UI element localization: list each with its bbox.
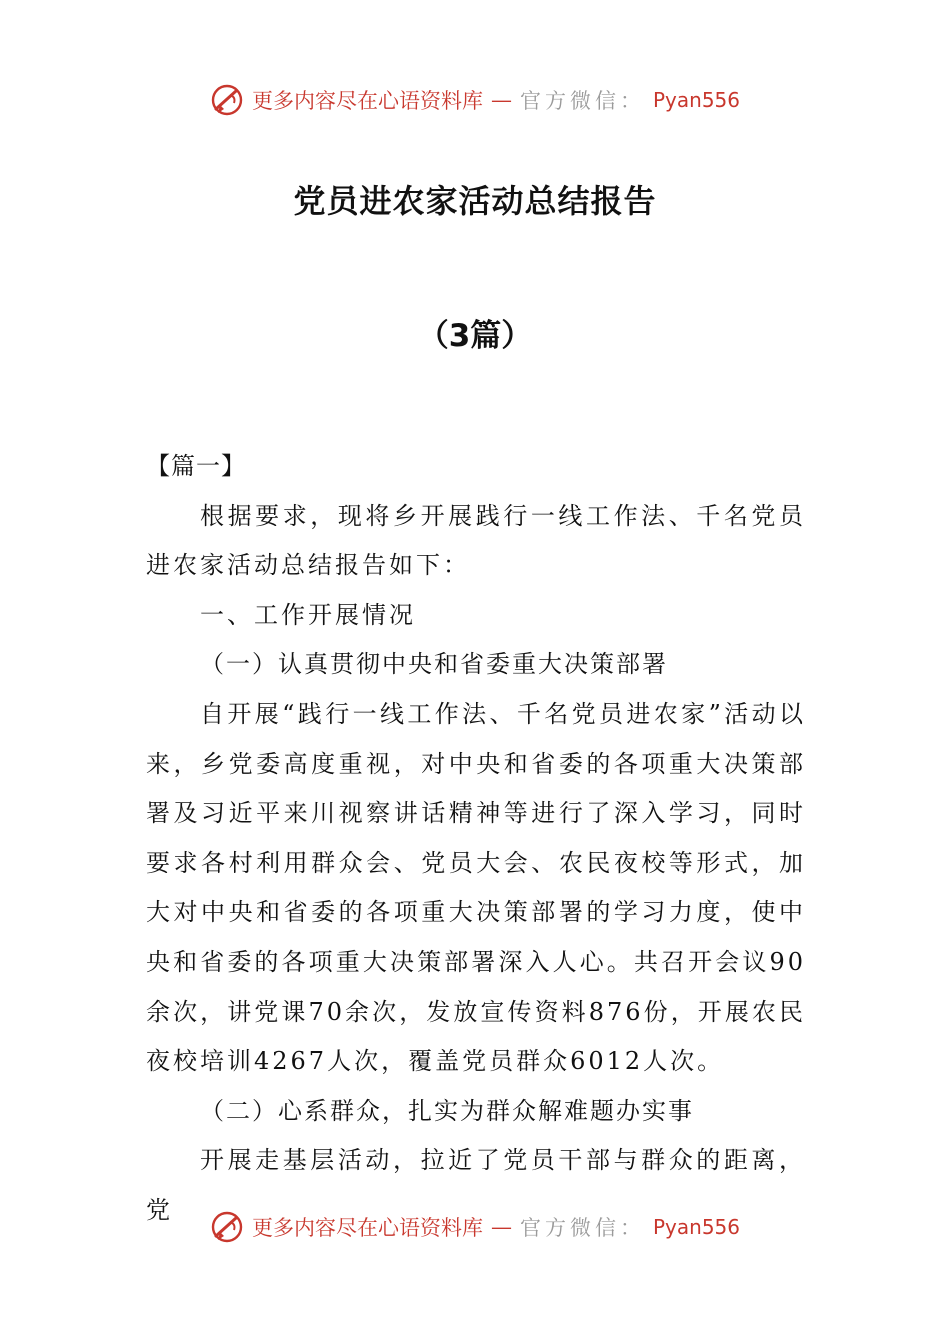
pen-logo-icon [210, 83, 244, 117]
section-tag: 【篇一】 [146, 452, 246, 480]
watermark-wechat-id: Pyan556 [652, 1215, 740, 1239]
paragraph-body-1: 自开展“践行一线工作法、千名党员进农家”活动以来，乡党委高度重视，对中央和省委的各项重大决策部署及习近平来川视察讲话精神等进行了深入学习，同时要求各村利用群众会、党员大会、农民夜校等形式，加大对中央和省委的各项重大决策部署的学习力度，使中央和省委的各项重大决策部署深入人心。共召开会议90余次，讲党课70余次，发放宣传资料876份，开展农民夜校培训4267人次，覆盖党员群众6012人次。 [146, 699, 806, 1076]
paragraph-intro: 根据要求，现将乡开展践行一线工作法、千名党员进农家活动总结报告如下： [146, 501, 806, 580]
pen-logo-icon [210, 1210, 244, 1244]
heading-work-status: 一、工作开展情况 [200, 600, 416, 629]
watermark-wechat-id: Pyan556 [652, 88, 740, 112]
document-subtitle: （3篇） [417, 318, 533, 354]
subheading-2: （二）心系群众，扎实为群众解难题办实事 [200, 1096, 694, 1125]
watermark-header [0, 83, 950, 117]
watermark-wechat-label: 官方微信： [519, 89, 645, 113]
watermark-footer [0, 1210, 950, 1244]
watermark-dash: — [490, 88, 512, 112]
subheading-1: （一）认真贯彻中央和省委重大决策部署 [200, 650, 668, 679]
document-body [146, 442, 806, 1236]
watermark-text: 更多内容尽在心语资料库 [251, 89, 483, 113]
watermark-dash: — [490, 1215, 512, 1239]
document-title: 党员进农家活动总结报告 [293, 182, 657, 220]
watermark-text: 更多内容尽在心语资料库 [251, 1216, 483, 1240]
paragraph-body-2: 开展走基层活动，拉近了党员干部与群众的距离，党 [146, 1146, 806, 1224]
watermark-wechat-label: 官方微信： [519, 1216, 645, 1240]
